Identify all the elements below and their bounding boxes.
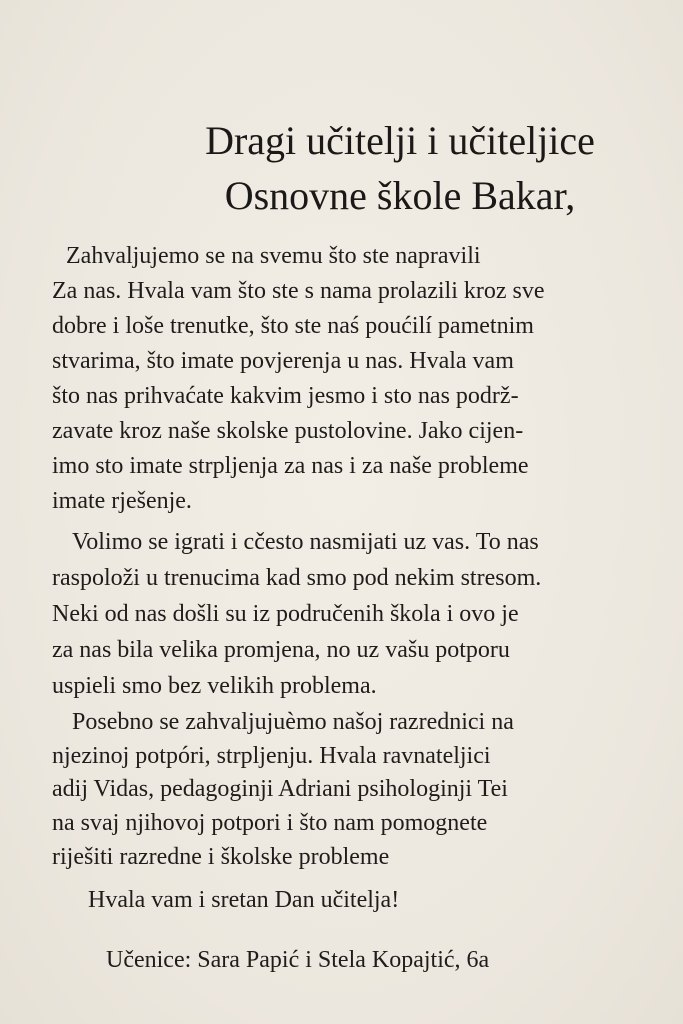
closing-line: Hvala vam i sretan Dan učitelja! bbox=[88, 887, 400, 913]
title-line: Osnovne škole Bakar, bbox=[224, 173, 576, 218]
paragraph-2-line: za nas bila velika promjena, no uz vašu potporu bbox=[52, 637, 510, 663]
paragraph-1-line: stvarima, što imate povjerenja u nas. Hvala vam bbox=[52, 348, 514, 374]
paragraph-2-line: uspieli smo bez velikih problema. bbox=[52, 673, 377, 699]
paragraph-3-line: na svaj njihovoj potpori i što nam pomognete bbox=[52, 810, 488, 836]
paragraph-1-line: dobre i loše trenutke, što ste naś poućilí pametnim bbox=[52, 313, 534, 339]
title-line: Dragi učitelji i učiteljice bbox=[205, 118, 595, 163]
paragraph-3-line: adij Vidas, pedagoginji Adriani psihologinji Tei bbox=[52, 776, 508, 802]
paragraph-2-line: Neki od nas došli su iz područenih škola i ovo je bbox=[52, 601, 519, 627]
paragraph-3-line: njezinoj potpóri, strpljenju. Hvala ravnateljici bbox=[52, 743, 491, 769]
paragraph-1-line: što nas prihvaćate kakvim jesmo i sto nas podrž- bbox=[52, 383, 519, 409]
paragraph-1-line: imate rješenje. bbox=[52, 488, 192, 514]
paragraph-3-line: riješiti razredne i školske probleme bbox=[52, 844, 390, 870]
paragraph-1-line: imo sto imate strpljenja za nas i za naše probleme bbox=[52, 453, 529, 479]
paragraph-1-line: zavate kroz naše skolske pustolovine. Jako cijen- bbox=[52, 418, 524, 444]
paragraph-1-line: Za nas. Hvala vam što ste s nama prolazili kroz sve bbox=[52, 278, 545, 304]
signature-line: Učenice: Sara Papić i Stela Kopajtić, 6a bbox=[106, 947, 490, 973]
paragraph-3-line: Posebno se zahvaljujuèmo našoj razrednici na bbox=[72, 709, 514, 735]
paragraph-2-line: Volimo se igrati i cčesto nasmijati uz vas. To nas bbox=[72, 529, 539, 555]
letter-title bbox=[120, 113, 680, 223]
paragraph-2-line: raspoloži u trenucima kad smo pod nekim stresom. bbox=[52, 565, 542, 591]
paragraph-1-line: Zahvaljujemo se na svemu što ste napravili bbox=[66, 243, 481, 269]
